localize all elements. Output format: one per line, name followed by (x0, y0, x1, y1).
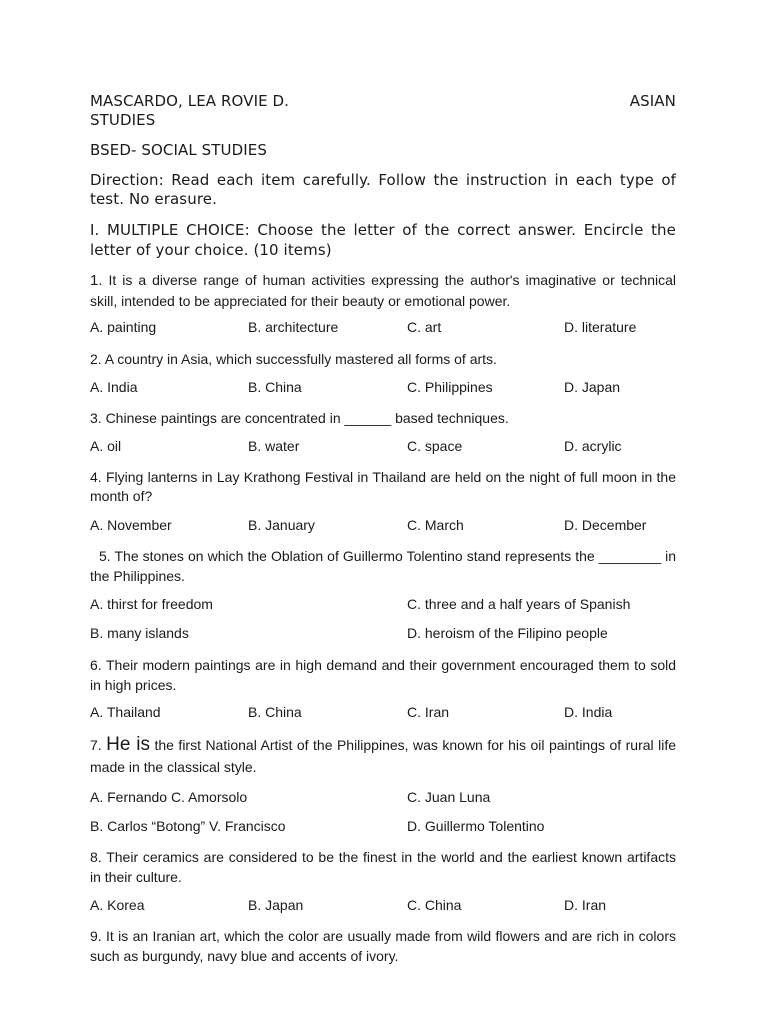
direction-text: Direction: Read each item carefully. Follow the instruction in each type of test. No erasure. (90, 171, 676, 208)
option-d[interactable]: D. December (564, 517, 647, 533)
option-d[interactable]: D. literature (564, 319, 637, 335)
options-7-row-1 (90, 789, 676, 809)
section-title: I. MULTIPLE CHOICE: Choose the letter of the correct answer. Encircle the letter of your choice. (10 items) (90, 221, 676, 259)
option-a[interactable]: A. November (90, 517, 172, 533)
option-c[interactable]: C. Philippines (407, 379, 493, 395)
question-number: 1. (90, 272, 103, 289)
question-6: 6. Their modern paintings are in high demand and their government encouraged them to sold in high prices. (90, 657, 676, 693)
option-a[interactable]: A. painting (90, 319, 157, 335)
subject-title: ASIAN (629, 92, 676, 110)
option-d[interactable]: D. India (564, 704, 613, 720)
option-a[interactable]: A. Thailand (90, 704, 161, 720)
subject-title-continued: STUDIES (90, 111, 156, 129)
option-d[interactable]: D. Japan (564, 379, 621, 395)
option-b[interactable]: B. Carlos “Botong” V. Francisco (90, 818, 286, 834)
question-5: 5. The stones on which the Oblation of Guillermo Tolentino stand represents the ________ in the Philippines. (90, 548, 676, 584)
question-text: It is a diverse range of human activities expressing the author's imaginative or technical skill, intended to be appreciated for their beauty or emotional power. (90, 272, 676, 309)
option-b[interactable]: B. January (248, 517, 315, 533)
option-a[interactable]: A. thirst for freedom (90, 596, 213, 612)
question-9: 9. It is an Iranian art, which the color are usually made from wild flowers and are rich in colors such as burgundy, navy blue and accents of ivory. (90, 928, 676, 964)
options-8 (90, 897, 676, 917)
header-line (90, 92, 676, 112)
options-7-row-2 (90, 818, 676, 838)
option-b[interactable]: B. many islands (90, 625, 189, 641)
course: BSED- SOCIAL STUDIES (90, 141, 268, 159)
question-7 (90, 734, 676, 778)
student-name: MASCARDO, LEA ROVIE D. (90, 92, 290, 110)
option-d[interactable]: D. Guillermo Tolentino (407, 818, 545, 834)
question-2: 2. A country in Asia, which successfully mastered all forms of arts. (90, 351, 497, 367)
emphasized-text: He is (106, 734, 151, 755)
option-a[interactable]: A. oil (90, 438, 122, 454)
option-c[interactable]: C. China (407, 897, 462, 913)
options-6 (90, 704, 676, 724)
options-3 (90, 438, 676, 458)
options-4 (90, 517, 676, 537)
options-1 (90, 319, 676, 339)
option-a[interactable]: A. Korea (90, 897, 145, 913)
question-number: 7. (90, 737, 102, 753)
option-b[interactable]: B. Japan (248, 897, 304, 913)
option-d[interactable]: D. heroism of the Filipino people (407, 625, 608, 641)
options-5-row-1 (90, 596, 676, 616)
option-b[interactable]: B. China (248, 704, 302, 720)
question-1 (90, 270, 676, 311)
option-d[interactable]: D. acrylic (564, 438, 622, 454)
question-3: 3. Chinese paintings are concentrated in ______ based techniques. (90, 410, 509, 426)
option-d[interactable]: D. Iran (564, 897, 607, 913)
question-4: 4. Flying lanterns in Lay Krathong Festival in Thailand are held on the night of full moon in the month of? (90, 469, 676, 504)
option-c[interactable]: C. art (407, 319, 442, 335)
option-c[interactable]: C. March (407, 517, 464, 533)
options-2 (90, 379, 676, 399)
option-c[interactable]: C. space (407, 438, 463, 454)
option-c[interactable]: C. Juan Luna (407, 789, 491, 805)
question-8: 8. Their ceramics are considered to be the finest in the world and the earliest known artifacts in their culture. (90, 849, 676, 885)
option-c[interactable]: C. three and a half years of Spanish (407, 596, 631, 612)
option-b[interactable]: B. water (248, 438, 300, 454)
option-b[interactable]: B. China (248, 379, 302, 395)
option-b[interactable]: B. architecture (248, 319, 339, 335)
options-5-row-2 (90, 625, 676, 645)
option-a[interactable]: A. Fernando C. Amorsolo (90, 789, 248, 805)
option-c[interactable]: C. Iran (407, 704, 450, 720)
question-text: the first National Artist of the Philippines, was known for his oil paintings of rural life made in the classical style. (90, 737, 676, 775)
option-a[interactable]: A. India (90, 379, 138, 395)
